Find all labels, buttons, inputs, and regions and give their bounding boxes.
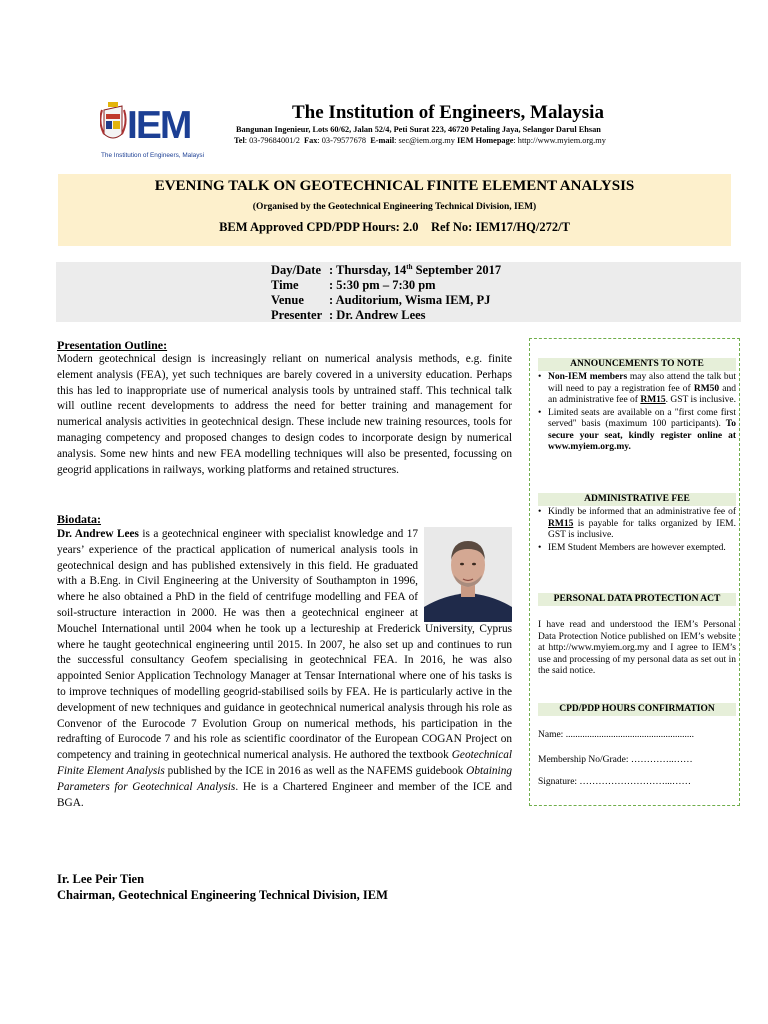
- biodata-text: [57, 527, 512, 811]
- announcements-heading: ANNOUNCEMENTS TO NOTE: [538, 358, 736, 371]
- date-value: [329, 263, 501, 278]
- announcement-item: [538, 372, 736, 407]
- tel-label: Tel: [234, 136, 245, 145]
- detail-date: [271, 263, 501, 278]
- event-organiser: (Organised by the Geotechnical Engineering Technical Division, IEM): [252, 202, 537, 212]
- event-banner: [58, 174, 731, 246]
- biodata-text-part2: published by the ICE in 2016 as well as the NAFEMS guidebook: [164, 764, 467, 777]
- ann2-bold[interactable]: To secure your seat, kindly register online at www.myiem.org.my.: [548, 419, 736, 452]
- detail-time: [271, 278, 436, 293]
- outline-text: Modern geotechnical design is increasingly reliant on numerical analysis methods, e.g. finite element analysis (FEA), yet such techniques are barely covered in a university education. Perhaps this has led to inappropriate use of numerical analysis tools by untrained staff. This technical talk will outline recent developments to address the need for better training and management for numerical analysis activities in geotechnical design. These include new training resources, tools for managing competency and proposed changes to design codes to incorporate design by numerical analysis. Some new hints and new FEA modelling techniques will also be presented, focussing on geogrid applications in railways, working platforms and retained structures.: [57, 353, 512, 476]
- ann1-text-b: and an administrative fee of: [548, 383, 736, 405]
- iem-logo: [100, 100, 204, 162]
- ann2-text: Limited seats are available on a "first come first served" basis (maximum 100 participants).: [548, 407, 736, 429]
- admin1-text-a: Kindly be informed that an administrative fee of: [548, 507, 736, 517]
- time-label: Time: [271, 278, 299, 292]
- book-title-2: Obtaining Parameters for Geotechnical Analysis: [57, 764, 512, 793]
- pdp-heading: PERSONAL DATA PROTECTION ACT: [538, 593, 736, 606]
- fax-value: : 03-79577678: [317, 136, 367, 145]
- ann1-text-a: may also attend the talk but will need to pay a registration fee of: [548, 372, 736, 394]
- info-panel: [529, 338, 740, 806]
- detail-venue: [271, 293, 490, 308]
- book-title-1: Geotechnical Finite Element Analysis: [57, 749, 512, 777]
- pdp-text: I have read and understood the IEM’s Personal Data Protection Notice published on IEM’s website at http://www.myiem.org.my and I agree to IEM’s use and processing of my personal data as set out in the said notice.: [538, 620, 736, 676]
- membership-field[interactable]: Membership No/Grade: …………..……: [538, 755, 693, 765]
- org-contacts: [234, 136, 606, 145]
- outline-heading: Presentation Outline:: [57, 338, 168, 352]
- admin-fee-heading: ADMINISTRATIVE FEE: [538, 493, 736, 506]
- admin-fee-item: [538, 507, 736, 542]
- confirmation-heading: CPD/PDP HOURS CONFIRMATION: [538, 703, 736, 716]
- presenter-value: : Dr. Andrew Lees: [329, 308, 426, 322]
- org-name: The Institution of Engineers, Malaysia: [292, 102, 604, 123]
- email-label: E-mail: [370, 136, 395, 145]
- photo-spacer: [418, 527, 512, 621]
- date-value-month: September 2017: [412, 263, 502, 278]
- org-address: Bangunan Ingenieur, Lots 60/62, Jalan 52/4, Peti Surat 223, 46720 Petaling Jaya, Selangor Darul Ehsan: [236, 125, 601, 134]
- admin-fee-list: [538, 507, 736, 554]
- ann1-bold: Non-IEM members: [548, 372, 628, 382]
- ann1-text-c: . GST is inclusive.: [665, 395, 736, 405]
- detail-presenter: [271, 308, 426, 323]
- ann1-rm15: RM15: [640, 395, 666, 405]
- signature-field[interactable]: Signature: ………………………...……: [538, 777, 692, 787]
- venue-value: : Auditorium, Wisma IEM, PJ: [329, 293, 491, 307]
- chairman-name: Ir. Lee Peir Tien: [57, 872, 145, 886]
- date-value-main: : Thursday, 14: [329, 263, 407, 278]
- biodata-text-part3: . He is a Chartered Engineer and member of the ICE and BGA.: [57, 780, 513, 809]
- event-details: [56, 262, 741, 322]
- biodata-text-part1: is a geotechnical engineer with specialist knowledge and 17 years’ experience of the practical application of numerical analysis tools in geotechnical design and has published extensively in this field. He graduated with a B.Eng. in Civil Engineering at the University of Southampton in 1996, where he also obtained a PhD in the field of centrifuge modelling and FEA of soil-structure interaction in 2000. He was then a geotechnical engineer at Mouchel International until 2004 when he took up a lectureship at Frederick University, Cyprus where he taught geotechnical engineering until 2015. In 2007, he also set up and continues to run the successful consultancy Geofem specialising in geotechnical FEA. In 2016, he was also appointed Senior Application Technology Manager at Tensar International where one of his tasks is to improve techniques of modelling geogrid-stabilised soils by FEA. He is particularly active in the development of new techniques and guidance in geotechnical numerical analysis through his role as Convenor of the Eurocode 7 Evolution Group on numerical methods, his participation in the redrafting of Eurocode 7 and his role as scientific coordinator of the European COGAN Project on competency and training in geotechnical numerical analysis. He authored the textbook: [57, 528, 512, 762]
- biodata-heading: Biodata:: [57, 512, 102, 526]
- venue-label: Venue: [271, 293, 304, 307]
- email-value[interactable]: : sec@iem.org.my: [394, 136, 455, 145]
- presenter-label: Presenter: [271, 308, 323, 322]
- homepage-label: IEM Homepage: [456, 136, 514, 145]
- ann1-rm50: RM50: [693, 383, 720, 394]
- date-label: Day/Date: [271, 263, 321, 278]
- fax-label: Fax: [304, 136, 318, 145]
- admin1-rm15: RM15: [548, 518, 574, 529]
- homepage-value[interactable]: : http://www.myiem.org.my: [513, 136, 606, 145]
- admin-fee-item: • IEM Student Members are however exempted.: [538, 543, 736, 555]
- announcement-item: [538, 408, 736, 454]
- admin1-text-b: is payable for talks organized by IEM. GST is inclusive.: [548, 518, 736, 540]
- name-field[interactable]: Name: ......................................................: [538, 730, 694, 740]
- tel-value: : 03-79684001/2: [244, 136, 300, 145]
- biodata-name: Dr. Andrew Lees: [57, 528, 139, 540]
- announcements-list: [538, 372, 736, 454]
- event-title: EVENING TALK ON GEOTECHNICAL FINITE ELEMENT ANALYSIS: [154, 178, 635, 194]
- time-value: : 5:30 pm – 7:30 pm: [329, 278, 436, 292]
- date-ordinal: th: [406, 263, 413, 271]
- event-cpd-ref: BEM Approved CPD/PDP Hours: 2.0 Ref No: IEM17/HQ/272/T: [219, 220, 570, 234]
- logo-caption: The Institution of Engineers, Malaysia: [101, 152, 204, 159]
- chairman-role: Chairman, Geotechnical Engineering Technical Division, IEM: [57, 888, 388, 902]
- logo-letters: IEM: [127, 104, 191, 147]
